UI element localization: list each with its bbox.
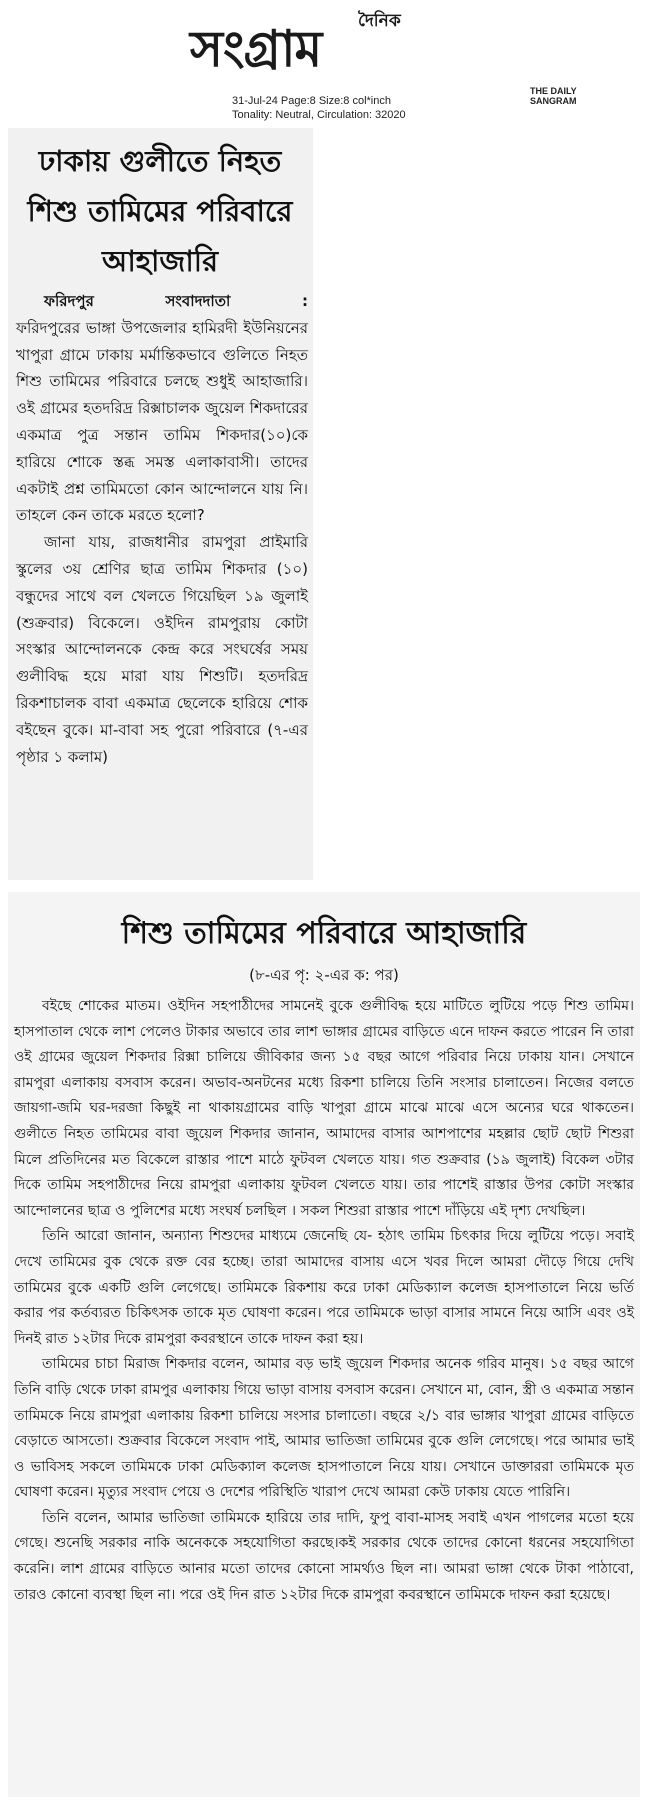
meta-date-line: 31-Jul-24 Page:8 Size:8 col*inch — [232, 95, 391, 107]
headline-line-3: আহাজারি — [101, 244, 219, 278]
meta-tonality-line: Tonality: Neutral, Circulation: 32020 — [232, 109, 406, 121]
logo-small-text: দৈনিক — [358, 11, 401, 31]
byline-role: সংবাদদাতা — [165, 292, 231, 310]
clipping-meta — [232, 94, 406, 122]
masthead — [0, 0, 649, 125]
article-body — [16, 288, 308, 770]
headline-line-2: শিশু তামিমের পরিবারে — [27, 194, 293, 228]
byline-colon: : — [301, 292, 308, 310]
paragraph: ফরিদপুরের ভাঙ্গা উপজেলার হামিরদী ইউনিয়নের খাপুরা গ্রামে ঢাকায় মর্মান্তিকভাবে গুলিতে নিহত শিশু তামিমের পরিবারে চলছে শুধুই আহাজারি। ওই গ্রামের হতদরিদ্র রিক্সাচালক জুয়েল শিকদারের একমাত্র পুত্র সন্তান তামিম শিকদার(১০)কে হারিয়ে শোকে স্তব্ধ সমস্ত এলাকাবাসী। তাদের একটাই প্রশ্ন তামিমতো কোন আন্দোলনে যায় নি। তাহলে কেন তাকে মরতে হলো? — [16, 318, 308, 525]
logo-english-text: THE DAILY SANGRAM — [530, 86, 577, 106]
article-front-clip — [8, 128, 313, 880]
paragraph: বইছে শোকের মাতম। ওইদিন সহপাঠীদের সামনেই বুকে গুলীবিদ্ধ হয়ে মাটিতে লুটিয়ে পড়ে শিশু তামিম। হাসপাতাল থেকে লাশ পেলেও টাকার অভাবে তার লাশ ভাঙ্গার গ্রামের বাড়িতে এনে দাফন করতে পারেন নি তারা ওই গ্রামের জুয়েল শিকদার রিক্সা চালিয়ে জীবিকার জন্য ১৫ বছর আগে পরিবার নিয়ে ঢাকায় যান। সেখানে রামপুরা এলাকায় বসবাস করেন। অভাব-অনটনের মধ্যে রিকশা চালিয়ে তিনি সংসার চালাতেন। নিজের বলতে জায়গা-জমি ঘর-দরজা কিছুই না থাকায়গ্রামের বাড়ি খাপুরা গ্রামে মাঝে মাঝে এসে অন্যের ঘরে থাকতেন। গুলীতে নিহত তামিমের বাবা জুয়েল শিকদার জানান, আমাদের বাসার আশপাশের মহল্লার ছোট ছোট শিশুরা মিলে প্রতিদিনের মত বিকেলে রাস্তার পাশে মাঠে ফুটবল খেলতে যায়। গত শুক্রবার (১৯ জুলাই) বিকেল ৩টার দিকে তামিম সহপাঠীদের নিয়ে রামপুরা এলাকায় ফুটবল খেলতে যায়। তার পাশেই রাস্তার উপর কোটা সংস্কার আন্দোলনের ছাত্র ও পুলিশের মধ্যে সংঘর্ষ চলছিল । সকল শিশুরা রাস্তার পাশে দাঁড়িয়ে এই দৃশ্য দেখছিল। — [14, 998, 634, 1219]
article-body — [14, 994, 634, 1608]
continuation-headline: শিশু তামিমের পরিবারে আহাজারি — [121, 916, 527, 951]
paragraph: তিনি আরো জানান, অন্যান্য শিশুদের মাধ্যমে জেনেছি যে- হঠাৎ তামিম চিৎকার দিয়ে লুটিয়ে পড়ে। সবাই দেখে তামিমের বুক থেকে রক্ত বের হচ্ছে। তারা আমাদের বাসায় এসে খবর দিলে আমরা দৌড়ে গিয়ে দেখি তামিমের বুকে একটি গুলি লেগেছে। তামিমকে রিকশায় করে ঢাকা মেডিক্যাল কলেজ হাসপাতালে নিয়ে ভর্তি করার পর কর্তব্যরত চিকিৎসক তাকে মৃত ঘোষণা করেন। পরে তামিমকে ভাড়া বাসার সামনে নিয়ে আসি এবং ওই দিনই রাত ১২টার দিকে রামপুরা কবরস্থানে তাকে দাফন করা হয়। — [14, 1228, 634, 1347]
paragraph: তামিমের চাচা মিরাজ শিকদার বলেন, আমার বড় ভাই জুয়েল শিকদার অনেক গরিব মানুষ। ১৫ বছর আগে তিনি বাড়ি থেকে ঢাকা রামপুর এলাকায় গিয়ে ভাড়া বাসায় বসবাস করেন। সেখানে মা, বোন, স্ত্রী ও একমাত্র সন্তান তামিমকে নিয়ে রামপুরা এলাকায় রিকশা চালিয়ে সংসার চালাতো। বছরে ২/১ বার ভাঙ্গার খাপুরা গ্রামের বাড়িতে বেড়াতে আসতো। শুক্রবার বিকেলে সংবাদ পাই, আমার ভাতিজা তামিমের বুকে গুলি লেগেছে। পরে আমার ভাই ও ভাবিসহ সকলে তামিমকে ঢাকা মেডিক্যাল কলেজ হাসপাতালে নিয়ে যায়। সেখানে ডাক্তাররা তামিমকে মৃত ঘোষণা করেন। মৃত্যুর সংবাদ পেয়ে ও দেশের পরিস্থিতি খারাপ দেখে আমরা কেউ ঢাকায় যেতে পারিনি। — [14, 1356, 634, 1501]
continuation-reference: (৮-এর পৃ: ২-এর ক: পর) — [249, 966, 399, 984]
logo-main-text: সংগ্রাম — [190, 19, 322, 78]
article-headline — [14, 136, 306, 286]
byline-place: ফরিদপুর — [44, 292, 94, 310]
paragraph: তিনি বলেন, আমার ভাতিজা তামিমকে হারিয়ে তার দাদি, ফুপু বাবা-মাসহ সবাই এখন পাগলের মতো হয়ে গেছে। শুনেছি সরকার নাকি অনেককে সহযোগিতা করছে।কই সরকার থেকে তাদের কোনো ধরনের সহযোগিতা করেনি। লাশ গ্রামের বাড়িতে আনার মতো তাদের কোনো সামর্থ্যও ছিল না। আমরা ভাঙ্গা থেকে টাকা পাঠাবো, তারও কোনো ব্যবস্থা ছিল না। পরে ওই দিন রাত ১২টার দিকে রামপুরা কবরস্থানে তামিমকে দাফন করা হয়েছে। — [14, 1509, 634, 1603]
byline — [16, 288, 308, 315]
article-continuation-clip — [8, 892, 640, 1797]
paragraph: জানা যায়, রাজধানীর রামপুরা প্রাইমারি স্কুলের ৩য় শ্রেণির ছাত্র তামিম শিকদার (১০) বন্ধুদের সাথে বল খেলতে গিয়েছিল ১৯ জুলাই (শুক্রবার) বিকেলে। ওইদিন রামপুরায় কোটা সংস্কার আন্দোলনকে কেন্দ্র করে সংঘর্ষের সময় গুলীবিদ্ধ হয়ে মারা যায় শিশুটি। হতদরিদ্র রিকশাচালক বাবা একমাত্র ছেলেকে হারিয়ে শোক বইছেন বুকে। মা-বাবা সহ পুরো পরিবারে (৭-এর পৃষ্ঠার ১ কলাম) — [16, 533, 308, 766]
headline-line-1: ঢাকায় গুলীতে নিহত — [38, 144, 282, 178]
